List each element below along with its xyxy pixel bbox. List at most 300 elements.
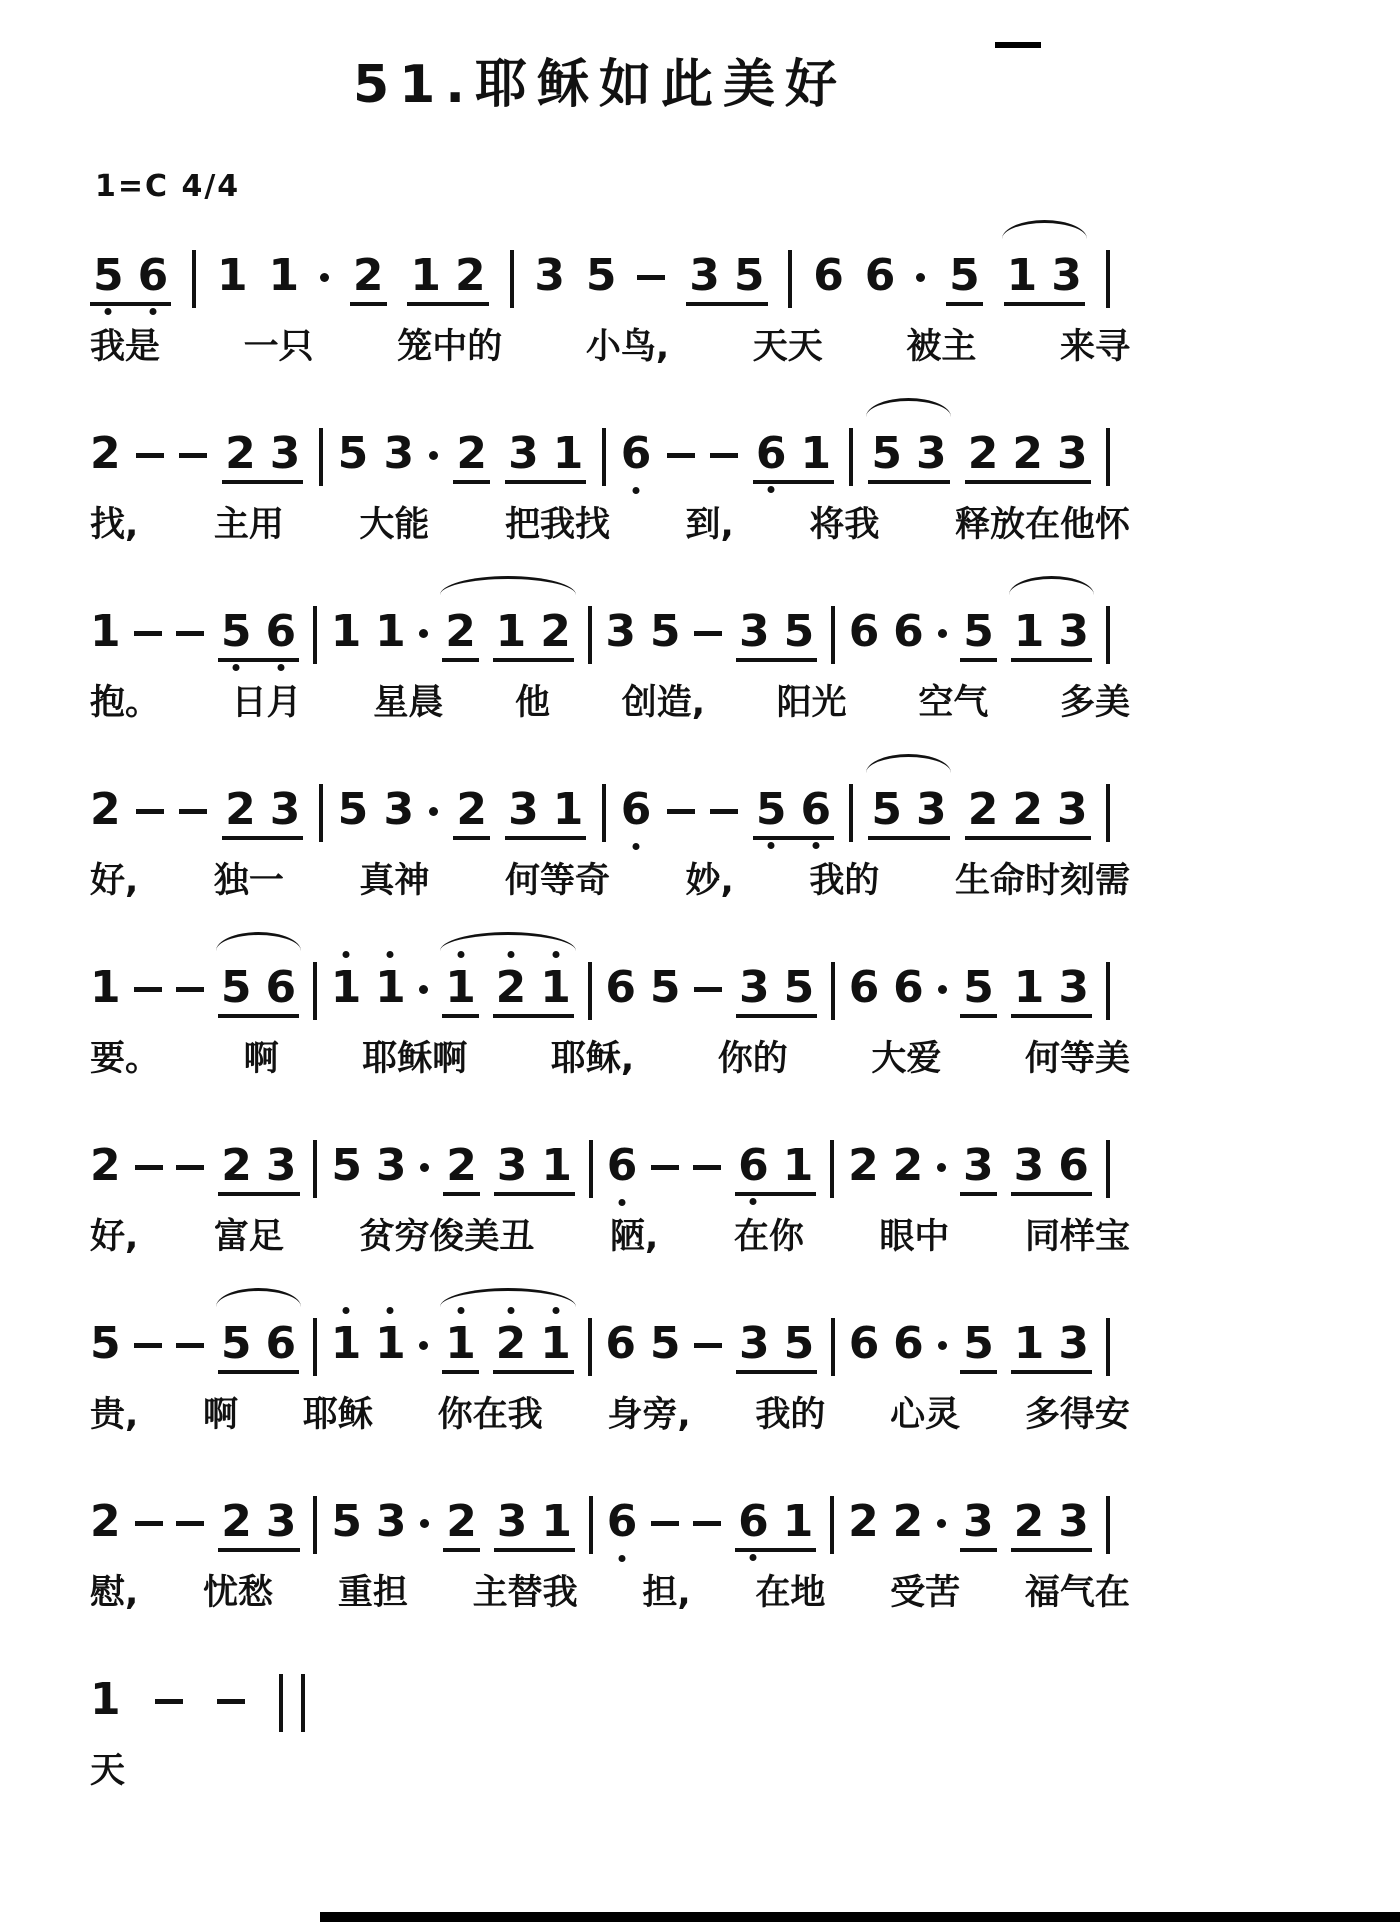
note: 2: [225, 428, 256, 479]
lyric-word: 要。: [90, 1039, 161, 1079]
lyric-word: 星晨: [373, 683, 444, 723]
note: 3: [383, 428, 415, 479]
augmentation-dot: [938, 985, 947, 994]
lyric-word: 阳光: [776, 683, 847, 723]
note: 5: [649, 1318, 681, 1369]
barline: [588, 1318, 592, 1376]
lyric-word: 被主: [906, 327, 977, 367]
barline: [588, 962, 592, 1020]
lyric-word: 抱。: [90, 683, 161, 723]
note: 6: [893, 606, 924, 657]
duration-dash: [710, 809, 738, 814]
note: 6: [848, 962, 880, 1013]
duration-dash: [651, 1165, 679, 1170]
duration-dash: [176, 1521, 204, 1526]
barline: [313, 1318, 317, 1376]
augmentation-dot: [916, 273, 925, 282]
slur: [866, 398, 951, 417]
note: 6: [893, 1318, 924, 1369]
lyric-word: 眼中: [879, 1217, 950, 1257]
note: 5: [90, 1318, 121, 1369]
music-line: [90, 926, 1110, 1034]
slur: [216, 932, 301, 951]
lyric-line: [90, 682, 1130, 724]
note: 2: [221, 1496, 252, 1547]
barline: [313, 606, 317, 664]
lyric-word: 大能: [359, 505, 430, 545]
lyric-word: 小鸟,: [585, 327, 670, 367]
lyric-word: 找,: [90, 505, 139, 545]
note: 5: [733, 250, 765, 301]
beam-group: [442, 1318, 479, 1374]
lyric-line: [90, 1572, 1130, 1614]
duration-dash: [134, 631, 162, 636]
duration-dash: [136, 453, 164, 458]
barline: [788, 250, 792, 308]
beam-group: [753, 784, 834, 840]
lyric-word: 妙,: [685, 861, 734, 901]
note: 3: [383, 784, 415, 835]
lyric-word: 贫穷俊美丑: [359, 1217, 535, 1257]
beam-group: [218, 1318, 299, 1374]
barline: [192, 250, 196, 308]
note: 5: [963, 606, 994, 657]
lyric-word: 多美: [1059, 683, 1130, 723]
lyric-word: 大爱: [871, 1039, 942, 1079]
barline: [313, 1496, 317, 1554]
note: 3: [508, 428, 539, 479]
high-octave-dot: [552, 951, 559, 958]
duration-dash: [667, 809, 695, 814]
note: 3: [496, 1496, 528, 1547]
lyric-word: 他: [515, 683, 551, 723]
note: 1: [330, 606, 362, 657]
note: 6: [607, 1500, 638, 1552]
augmentation-dot: [420, 1163, 429, 1172]
lyric-word: 主用: [213, 505, 284, 545]
lyric-word: 我是: [90, 327, 161, 367]
note: 1: [90, 1674, 121, 1725]
barline: [1106, 428, 1110, 486]
note: 3: [1057, 428, 1088, 479]
low-octave-dot: [633, 487, 640, 494]
note: 3: [265, 1140, 297, 1191]
duration-dash: [155, 1699, 183, 1704]
lyric-word: 把我找: [504, 505, 610, 545]
lyric-word: 好,: [90, 1217, 139, 1257]
note: 1: [552, 428, 584, 479]
note: 5: [783, 962, 815, 1013]
scan-artifact-top: [995, 42, 1041, 48]
beam-group: [442, 962, 479, 1018]
note: 2: [455, 250, 486, 301]
music-line: [90, 214, 1110, 322]
high-octave-dot: [457, 1307, 464, 1314]
lyric-word: 我的: [809, 861, 880, 901]
low-octave-dot: [149, 308, 156, 315]
beam-group: [494, 1496, 575, 1552]
beam-group: [1011, 1318, 1092, 1374]
note: 1: [375, 966, 406, 1018]
barline: [313, 962, 317, 1020]
beam-group: [493, 1318, 574, 1374]
lyric-word: 啊: [203, 1395, 239, 1435]
note: 3: [1058, 1496, 1089, 1547]
duration-dash: [176, 1165, 204, 1170]
duration-dash: [651, 1521, 679, 1526]
note: 2: [892, 1496, 924, 1547]
note: 5: [963, 1318, 994, 1369]
note: 2: [445, 606, 476, 657]
barline: [588, 606, 592, 664]
lyric-line: [90, 860, 1130, 902]
note: 5: [756, 788, 787, 832]
barline: [849, 784, 853, 842]
duration-dash: [710, 453, 738, 458]
lyric-word: 慰,: [90, 1573, 139, 1613]
beam-group: [350, 250, 387, 306]
note: 5: [871, 428, 902, 479]
lyric-word: 耶稣: [302, 1395, 373, 1435]
note: 1: [782, 1496, 814, 1547]
barline: [1106, 962, 1110, 1020]
lyric-word: 生命时刻需: [954, 861, 1130, 901]
note: 6: [738, 1500, 769, 1544]
lyric-word: 受苦: [890, 1573, 961, 1613]
lyric-word: 贵,: [90, 1395, 139, 1435]
note: 3: [375, 1140, 407, 1191]
note: 2: [90, 784, 121, 835]
beam-group: [960, 962, 997, 1018]
beam-group: [868, 784, 949, 840]
augmentation-dot: [937, 1519, 946, 1528]
beam-group: [946, 250, 983, 306]
duration-dash: [176, 631, 204, 636]
high-octave-dot: [343, 1307, 350, 1314]
lyric-word: 一只: [243, 327, 314, 367]
beam-group: [1004, 250, 1085, 306]
beam-group: [736, 1318, 817, 1374]
duration-dash: [693, 1165, 721, 1170]
note: 1: [331, 1322, 362, 1374]
barline: [319, 428, 323, 486]
beam-group: [407, 250, 488, 306]
music-line: [90, 1460, 1110, 1568]
note: 6: [893, 962, 924, 1013]
augmentation-dot: [429, 451, 438, 460]
music-line: [90, 1282, 1110, 1390]
note: 1: [375, 606, 406, 657]
note: 3: [265, 1496, 297, 1547]
beam-group: [453, 784, 490, 840]
barline: [849, 428, 853, 486]
note: 5: [949, 250, 980, 301]
slur: [866, 754, 951, 773]
note: 6: [138, 254, 169, 298]
beam-group: [960, 1140, 997, 1196]
low-octave-dot: [277, 664, 284, 671]
note: 3: [738, 962, 770, 1013]
note: 1: [541, 1140, 573, 1191]
lyric-word: 何等奇: [504, 861, 610, 901]
note: 2: [221, 1140, 252, 1191]
note: 1: [445, 966, 476, 1010]
beam-group: [218, 962, 299, 1018]
note: 6: [848, 606, 880, 657]
low-octave-dot: [105, 308, 112, 315]
high-octave-dot: [507, 1307, 514, 1314]
low-octave-dot: [633, 843, 640, 850]
note: 6: [621, 432, 652, 484]
note: 6: [265, 1318, 297, 1369]
score: [0, 214, 1400, 1792]
sheet-music-page: [0, 42, 1400, 1922]
note: 1: [217, 250, 248, 301]
beam-group: [753, 428, 834, 484]
note: 1: [331, 966, 362, 1018]
final-barline: [279, 1674, 305, 1732]
note: 5: [220, 1318, 252, 1369]
augmentation-dot: [938, 1341, 947, 1350]
note: 1: [410, 250, 441, 301]
high-octave-dot: [387, 951, 394, 958]
note: 5: [221, 610, 252, 654]
song-title: 51.耶稣如此美好: [352, 55, 848, 115]
lyric-word: 身旁,: [607, 1395, 691, 1435]
beam-group: [505, 784, 586, 840]
note: 6: [621, 788, 652, 840]
lyric-word: 心灵: [890, 1395, 961, 1435]
barline: [602, 428, 606, 486]
note: 1: [540, 1322, 571, 1366]
note: 6: [848, 1318, 880, 1369]
low-octave-dot: [619, 1199, 626, 1206]
note: 2: [446, 1140, 477, 1191]
note: 1: [1013, 1318, 1045, 1369]
note: 1: [495, 606, 527, 657]
lyric-word: 在你: [733, 1217, 804, 1257]
note: 1: [552, 784, 584, 835]
lyric-word: 你的: [717, 1039, 788, 1079]
augmentation-dot: [938, 629, 947, 638]
lyric-line: [90, 326, 1130, 368]
barline: [1106, 1496, 1110, 1554]
lyric-line: [90, 1216, 1130, 1258]
note: 5: [331, 1496, 362, 1547]
note: 3: [375, 1496, 407, 1547]
note: 2: [225, 784, 256, 835]
duration-dash: [179, 453, 207, 458]
augmentation-dot: [419, 629, 428, 638]
slur: [440, 1288, 576, 1307]
note: 1: [1013, 962, 1045, 1013]
slur: [440, 932, 576, 951]
note: 2: [352, 250, 384, 301]
note: 2: [967, 428, 999, 479]
beam-group: [736, 606, 817, 662]
beam-group: [222, 784, 303, 840]
barline: [510, 250, 514, 308]
note: 5: [871, 784, 902, 835]
note: 3: [916, 784, 947, 835]
note: 3: [508, 784, 539, 835]
high-octave-dot: [552, 1307, 559, 1314]
lyric-word: 多得安: [1024, 1395, 1130, 1435]
duration-dash: [179, 809, 207, 814]
barline: [602, 784, 606, 842]
note: 6: [800, 788, 831, 832]
note: 3: [1013, 1140, 1045, 1191]
beam-group: [218, 606, 299, 662]
note: 2: [496, 966, 527, 1010]
beam-group: [686, 250, 767, 306]
slur: [1002, 220, 1087, 239]
note: 3: [1058, 962, 1089, 1013]
duration-dash: [136, 809, 164, 814]
lyric-word: 来寻: [1059, 327, 1130, 367]
beam-group: [735, 1496, 816, 1552]
note: 1: [375, 1322, 406, 1374]
low-octave-dot: [768, 842, 775, 849]
duration-dash: [694, 1343, 722, 1348]
note: 2: [540, 606, 571, 657]
note: 1: [1006, 250, 1038, 301]
beam-group: [868, 428, 949, 484]
duration-dash: [637, 275, 665, 280]
beam-group: [1011, 1496, 1092, 1552]
lyric-word: 陋,: [609, 1217, 659, 1257]
beam-group: [493, 962, 574, 1018]
note: 5: [783, 1318, 815, 1369]
lyric-line: [90, 1750, 1130, 1792]
note: 1: [268, 250, 300, 301]
duration-dash: [694, 631, 722, 636]
beam-group: [493, 606, 574, 662]
note: 1: [1013, 606, 1045, 657]
note: 6: [605, 1318, 637, 1369]
augmentation-dot: [420, 1519, 429, 1528]
music-line: [90, 1104, 1110, 1212]
note: 6: [864, 250, 896, 301]
lyric-word: 到,: [685, 505, 734, 545]
low-octave-dot: [233, 664, 240, 671]
duration-dash: [134, 987, 162, 992]
beam-group: [443, 1496, 480, 1552]
note: 3: [963, 1496, 994, 1547]
lyric-word: 天天: [752, 327, 823, 367]
lyric-word: 福气在: [1024, 1573, 1130, 1613]
note: 2: [90, 1140, 121, 1191]
barline: [589, 1496, 593, 1554]
beam-group: [960, 606, 997, 662]
note: 5: [220, 962, 252, 1013]
lyric-line: [90, 504, 1130, 546]
note: 2: [496, 1322, 527, 1366]
low-octave-dot: [750, 1554, 757, 1561]
beam-group: [222, 428, 303, 484]
note: 2: [1012, 428, 1044, 479]
note: 1: [90, 962, 121, 1013]
barline: [831, 962, 835, 1020]
music-line: [90, 392, 1110, 500]
music-line: [90, 748, 1110, 856]
beam-group: [965, 784, 1091, 840]
note: 3: [738, 606, 770, 657]
slur: [1009, 576, 1094, 595]
note: 1: [800, 428, 832, 479]
duration-dash: [135, 1521, 163, 1526]
beam-group: [960, 1318, 997, 1374]
lyric-word: 我的: [755, 1395, 826, 1435]
note: 3: [963, 1140, 994, 1191]
note: 2: [1012, 784, 1044, 835]
low-octave-dot: [619, 1555, 626, 1562]
lyric-word: 富足: [213, 1217, 284, 1257]
note: 3: [916, 428, 947, 479]
note: 3: [269, 428, 301, 479]
note: 3: [534, 250, 565, 301]
lyric-word: 啊: [243, 1039, 279, 1079]
lyric-word: 你在我: [437, 1395, 543, 1435]
scan-artifact-bottom: [320, 1912, 1400, 1922]
note: 5: [93, 254, 124, 298]
lyric-word: 创造,: [621, 683, 705, 723]
lyric-word: 笼中的: [397, 327, 503, 367]
lyric-word: 担,: [642, 1573, 691, 1613]
note: 3: [689, 250, 720, 301]
barline: [830, 1140, 834, 1198]
beam-group: [442, 606, 479, 662]
barline: [1106, 1318, 1110, 1376]
barline: [1106, 250, 1110, 308]
lyric-word: 耶稣,: [550, 1039, 635, 1079]
duration-dash: [134, 1343, 162, 1348]
lyric-word: 天: [90, 1751, 126, 1791]
note: 6: [813, 250, 844, 301]
note: 3: [269, 784, 301, 835]
barline: [1106, 1140, 1110, 1198]
note: 1: [90, 606, 121, 657]
note: 6: [265, 962, 297, 1013]
barline: [313, 1140, 317, 1198]
note: 2: [446, 1496, 477, 1547]
note: 2: [456, 784, 487, 835]
barline: [589, 1140, 593, 1198]
low-octave-dot: [812, 842, 819, 849]
note: 2: [90, 1496, 121, 1547]
note: 3: [1051, 250, 1082, 301]
lyric-word: 主替我: [472, 1573, 578, 1613]
high-octave-dot: [343, 951, 350, 958]
barline: [830, 1496, 834, 1554]
beam-group: [443, 1140, 480, 1196]
note: 6: [1058, 1140, 1089, 1191]
augmentation-dot: [429, 807, 438, 816]
note: 5: [649, 606, 681, 657]
note: 6: [605, 962, 637, 1013]
note: 2: [90, 428, 121, 479]
barline: [831, 1318, 835, 1376]
note: 5: [963, 962, 994, 1013]
note: 5: [337, 784, 369, 835]
barline: [1106, 784, 1110, 842]
note: 2: [456, 428, 487, 479]
beam-group: [735, 1140, 816, 1196]
beam-group: [960, 1496, 997, 1552]
augmentation-dot: [937, 1163, 946, 1172]
duration-dash: [176, 987, 204, 992]
duration-dash: [135, 1165, 163, 1170]
